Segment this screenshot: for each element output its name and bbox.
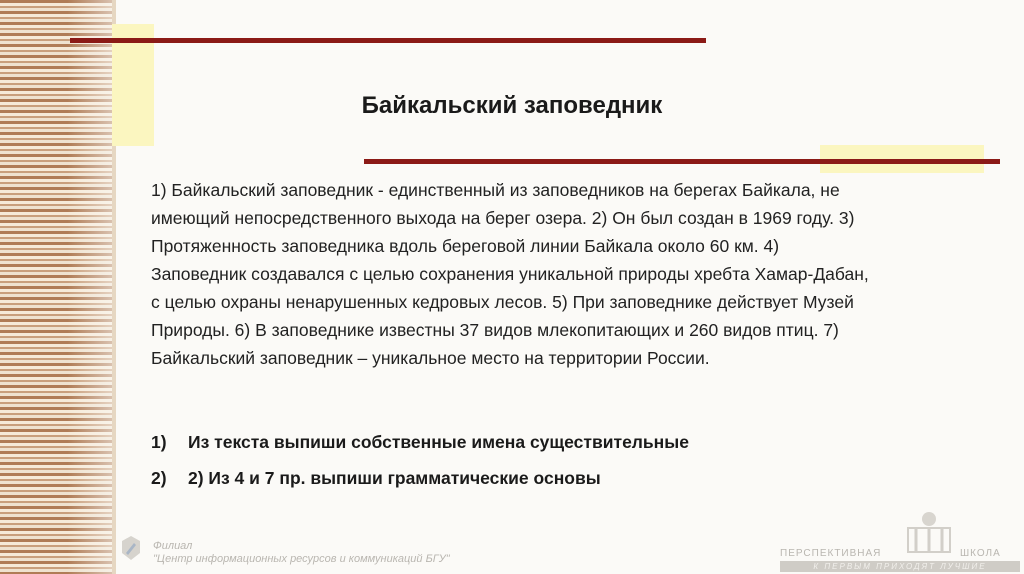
branch-caption	[153, 540, 450, 566]
mid-rule	[364, 159, 1000, 164]
task-item-2	[151, 468, 601, 489]
branch-caption-line1: Филиал	[153, 540, 193, 552]
school-wordmark	[780, 548, 1020, 559]
branch-caption-line2: "Центр информационных ресурсов и коммуникаций БГУ"	[153, 553, 450, 565]
school-motto: К ПЕРВЫМ ПРИХОДЯТ ЛУЧШИЕ	[780, 561, 1020, 572]
task-number: 2)	[151, 468, 167, 488]
task-number: 1)	[151, 432, 167, 452]
top-rule	[70, 38, 706, 43]
branch-logo-icon	[120, 535, 142, 561]
stripes-fade	[0, 0, 112, 574]
task-text: 2) Из 4 и 7 пр. выпиши грамматические основы	[188, 468, 601, 488]
slide-paragraph: 1) Байкальский заповедник - единственный из заповедников на берегах Байкала, не имеющий непосредственного выхода на берег озера. 2) Он был создан в 1969 году. 3) Протяженность заповедника вдоль береговой линии Байкала около 60 км. 4) Заповедник создавался с целью сохранения уникальной природы хребта Хамар-Дабан, с целью охраны ненарушенных кедровых лесов. 5) При заповеднике действует Музей Природы. 6) В заповеднике известны 37 видов млекопитающих и 260 видов птиц. 7) Байкальский заповедник – уникальное место на территории России.	[151, 180, 869, 368]
school-wordmark-1: ПЕРСПЕКТИВНАЯ	[780, 548, 882, 559]
school-wordmark-2: ШКОЛА	[960, 548, 1001, 559]
task-text: Из текста выпиши собственные имена существительные	[188, 432, 689, 452]
slide-title: Байкальский заповедник	[361, 92, 663, 119]
task-item-1	[151, 432, 689, 453]
